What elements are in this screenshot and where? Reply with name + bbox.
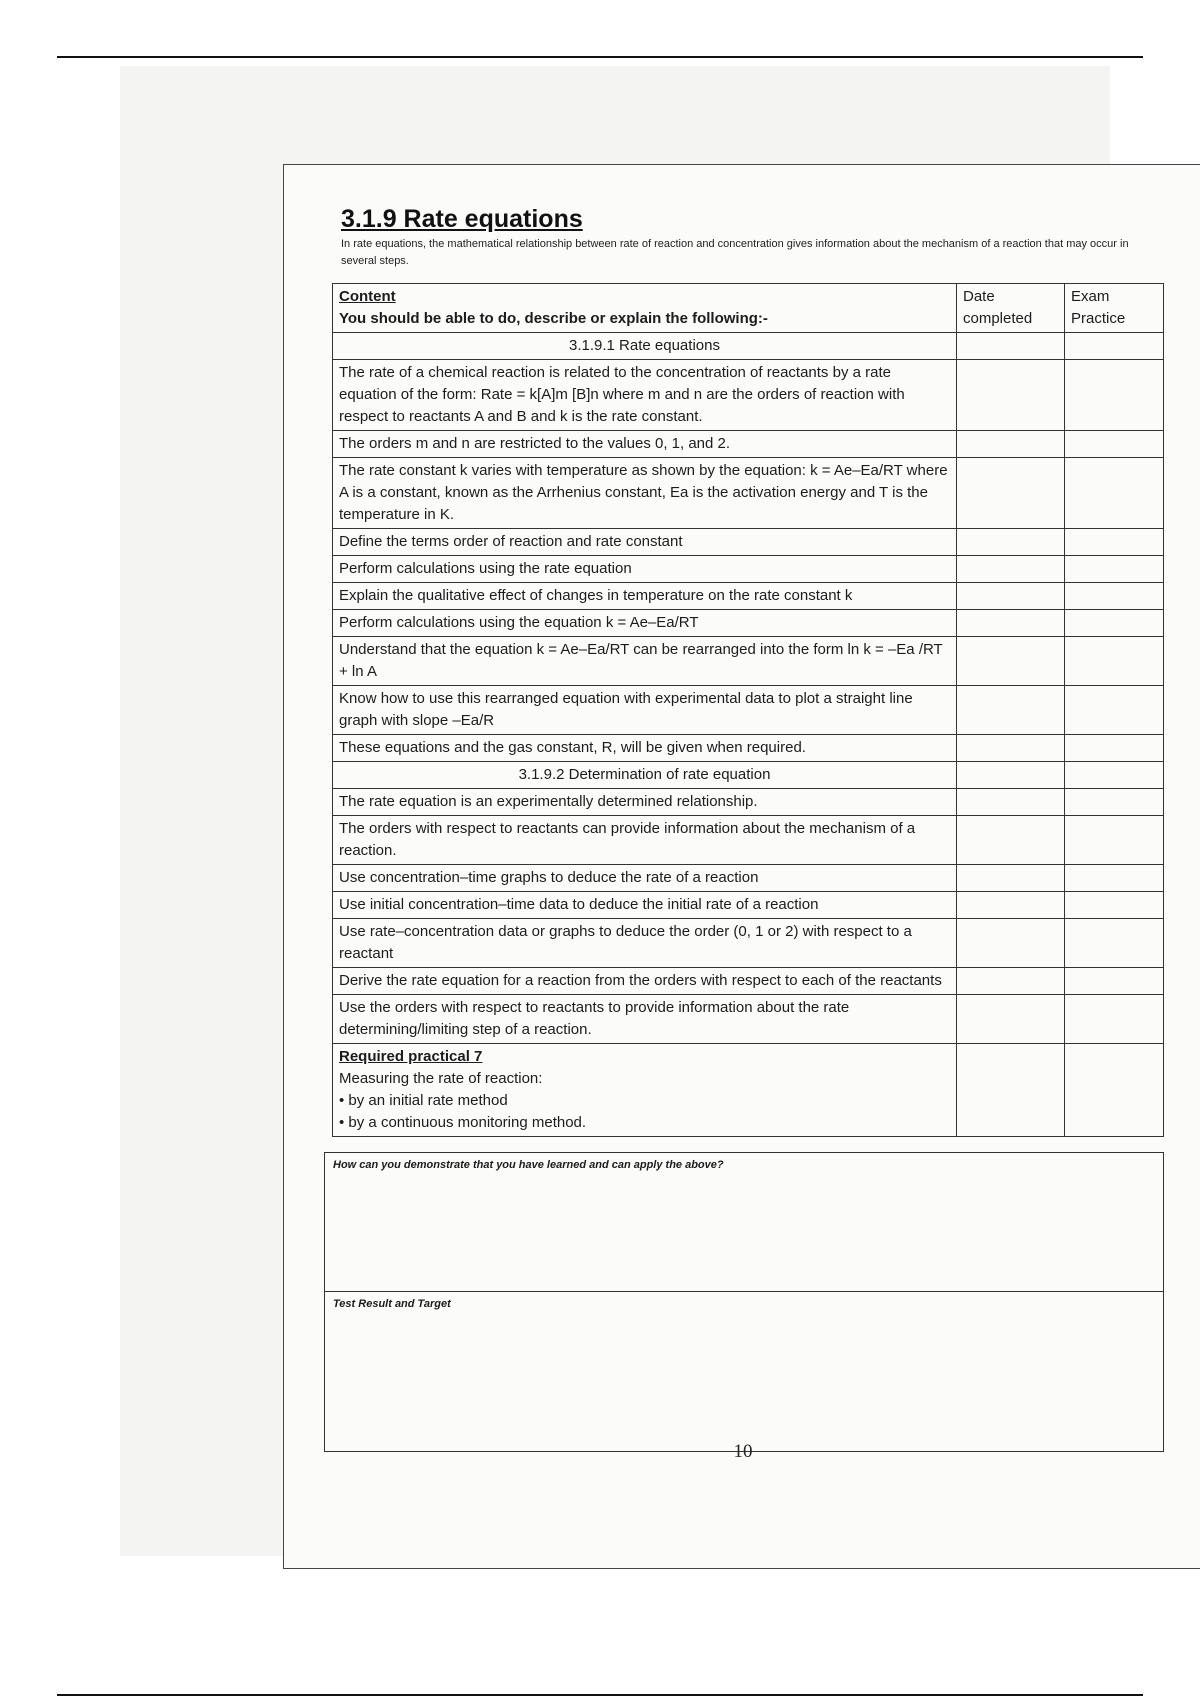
date-cell[interactable]	[957, 431, 1065, 458]
exam-cell[interactable]	[1065, 995, 1164, 1044]
practical-cell	[333, 1044, 957, 1137]
table-row	[333, 431, 1164, 458]
exam-cell[interactable]	[1065, 892, 1164, 919]
practical-line: • by an initial rate method	[339, 1092, 508, 1109]
table-row	[333, 529, 1164, 556]
exam-cell[interactable]	[1065, 762, 1164, 789]
table-row	[333, 610, 1164, 637]
date-cell[interactable]	[957, 686, 1065, 735]
content-cell: Use initial concentration–time data to deduce the initial rate of a reaction	[333, 892, 957, 919]
table-row	[333, 865, 1164, 892]
test-result-label: Test Result and Target	[333, 1298, 451, 1310]
content-cell: The rate constant k varies with temperature as shown by the equation: k = Ae–Ea/RT where A is a constant, known as the Arrhenius constant, Ea is the activation energy and T is the temperature in K.	[333, 458, 957, 529]
content-cell: Use the orders with respect to reactants to provide information about the rate determining/limiting step of a reaction.	[333, 995, 957, 1044]
section-heading-1: 3.1.9.1 Rate equations	[333, 333, 957, 360]
date-cell[interactable]	[957, 1044, 1065, 1137]
table-row	[333, 556, 1164, 583]
table-header-row	[333, 284, 1164, 333]
date-cell[interactable]	[957, 637, 1065, 686]
exam-cell[interactable]	[1065, 556, 1164, 583]
date-cell[interactable]	[957, 458, 1065, 529]
exam-cell[interactable]	[1065, 333, 1164, 360]
section-heading-2: 3.1.9.2 Determination of rate equation	[333, 762, 957, 789]
exam-cell[interactable]	[1065, 431, 1164, 458]
table-row	[333, 816, 1164, 865]
exam-cell[interactable]	[1065, 583, 1164, 610]
table-row	[333, 789, 1164, 816]
table-row	[333, 919, 1164, 968]
test-result-box[interactable]	[324, 1292, 1164, 1452]
content-cell: Perform calculations using the equation k = Ae–Ea/RT	[333, 610, 957, 637]
page-frame	[283, 164, 1200, 1569]
header-date: Date completed	[957, 284, 1065, 333]
content-cell: The rate equation is an experimentally determined relationship.	[333, 789, 957, 816]
exam-cell[interactable]	[1065, 919, 1164, 968]
date-cell[interactable]	[957, 610, 1065, 637]
content-cell: The orders m and n are restricted to the values 0, 1, and 2.	[333, 431, 957, 458]
exam-cell[interactable]	[1065, 458, 1164, 529]
date-cell[interactable]	[957, 735, 1065, 762]
exam-cell[interactable]	[1065, 789, 1164, 816]
content-cell: Know how to use this rearranged equation with experimental data to plot a straight line graph with slope –Ea/R	[333, 686, 957, 735]
table-row	[333, 458, 1164, 529]
content-cell: The rate of a chemical reaction is related to the concentration of reactants by a rate equation of the form: Rate = k[A]m [B]n where m and n are the orders of reaction with respect to reactants A and B and k is the rate constant.	[333, 360, 957, 431]
demonstrate-box[interactable]	[324, 1152, 1164, 1292]
exam-cell[interactable]	[1065, 816, 1164, 865]
content-cell: Use rate–concentration data or graphs to deduce the order (0, 1 or 2) with respect to a reactant	[333, 919, 957, 968]
content-cell: Define the terms order of reaction and rate constant	[333, 529, 957, 556]
table-row	[333, 637, 1164, 686]
exam-cell[interactable]	[1065, 968, 1164, 995]
date-cell[interactable]	[957, 583, 1065, 610]
practical-row	[333, 1044, 1164, 1137]
practical-line: Measuring the rate of reaction:	[339, 1070, 543, 1087]
date-cell[interactable]	[957, 995, 1065, 1044]
date-cell[interactable]	[957, 919, 1065, 968]
content-cell: Perform calculations using the rate equation	[333, 556, 957, 583]
table-row	[333, 892, 1164, 919]
section-row	[333, 333, 1164, 360]
table-row	[333, 995, 1164, 1044]
top-rule	[57, 56, 1143, 58]
table-row	[333, 686, 1164, 735]
header-content-cell	[333, 284, 957, 333]
date-cell[interactable]	[957, 360, 1065, 431]
content-cell: Explain the qualitative effect of changes in temperature on the rate constant k	[333, 583, 957, 610]
checklist-table	[332, 283, 1164, 1137]
exam-cell[interactable]	[1065, 735, 1164, 762]
content-cell: These equations and the gas constant, R, will be given when required.	[333, 735, 957, 762]
practical-title: Required practical 7	[339, 1048, 483, 1065]
exam-cell[interactable]	[1065, 865, 1164, 892]
date-cell[interactable]	[957, 762, 1065, 789]
table-row	[333, 360, 1164, 431]
exam-cell[interactable]	[1065, 1044, 1164, 1137]
page-number: 10	[733, 1441, 753, 1462]
section-row	[333, 762, 1164, 789]
header-exam: Exam Practice	[1065, 284, 1164, 333]
content-cell: Understand that the equation k = Ae–Ea/RT can be rearranged into the form ln k = –Ea /RT + ln A	[333, 637, 957, 686]
exam-cell[interactable]	[1065, 637, 1164, 686]
table-row	[333, 735, 1164, 762]
scanned-page	[120, 66, 1129, 1556]
exam-cell[interactable]	[1065, 529, 1164, 556]
exam-cell[interactable]	[1065, 686, 1164, 735]
exam-cell[interactable]	[1065, 360, 1164, 431]
practical-line: • by a continuous monitoring method.	[339, 1114, 587, 1131]
section-title: 3.1.9 Rate equations	[341, 205, 583, 233]
header-content: Content	[339, 288, 396, 305]
date-cell[interactable]	[957, 333, 1065, 360]
demonstrate-label: How can you demonstrate that you have learned and can apply the above?	[333, 1159, 724, 1171]
intro-text: In rate equations, the mathematical relationship between rate of reaction and concentration gives information about the mechanism of a reaction that may occur in several steps.	[341, 238, 1129, 267]
date-cell[interactable]	[957, 816, 1065, 865]
date-cell[interactable]	[957, 529, 1065, 556]
date-cell[interactable]	[957, 789, 1065, 816]
header-instruction: You should be able to do, describe or explain the following:-	[339, 310, 768, 327]
content-cell: Use concentration–time graphs to deduce the rate of a reaction	[333, 865, 957, 892]
table-row	[333, 583, 1164, 610]
date-cell[interactable]	[957, 892, 1065, 919]
bottom-rule	[57, 1694, 1143, 1696]
table-row	[333, 968, 1164, 995]
content-cell: Derive the rate equation for a reaction from the orders with respect to each of the reactants	[333, 968, 957, 995]
exam-cell[interactable]	[1065, 610, 1164, 637]
date-cell[interactable]	[957, 968, 1065, 995]
content-cell: The orders with respect to reactants can provide information about the mechanism of a reaction.	[333, 816, 957, 865]
date-cell[interactable]	[957, 865, 1065, 892]
date-cell[interactable]	[957, 556, 1065, 583]
